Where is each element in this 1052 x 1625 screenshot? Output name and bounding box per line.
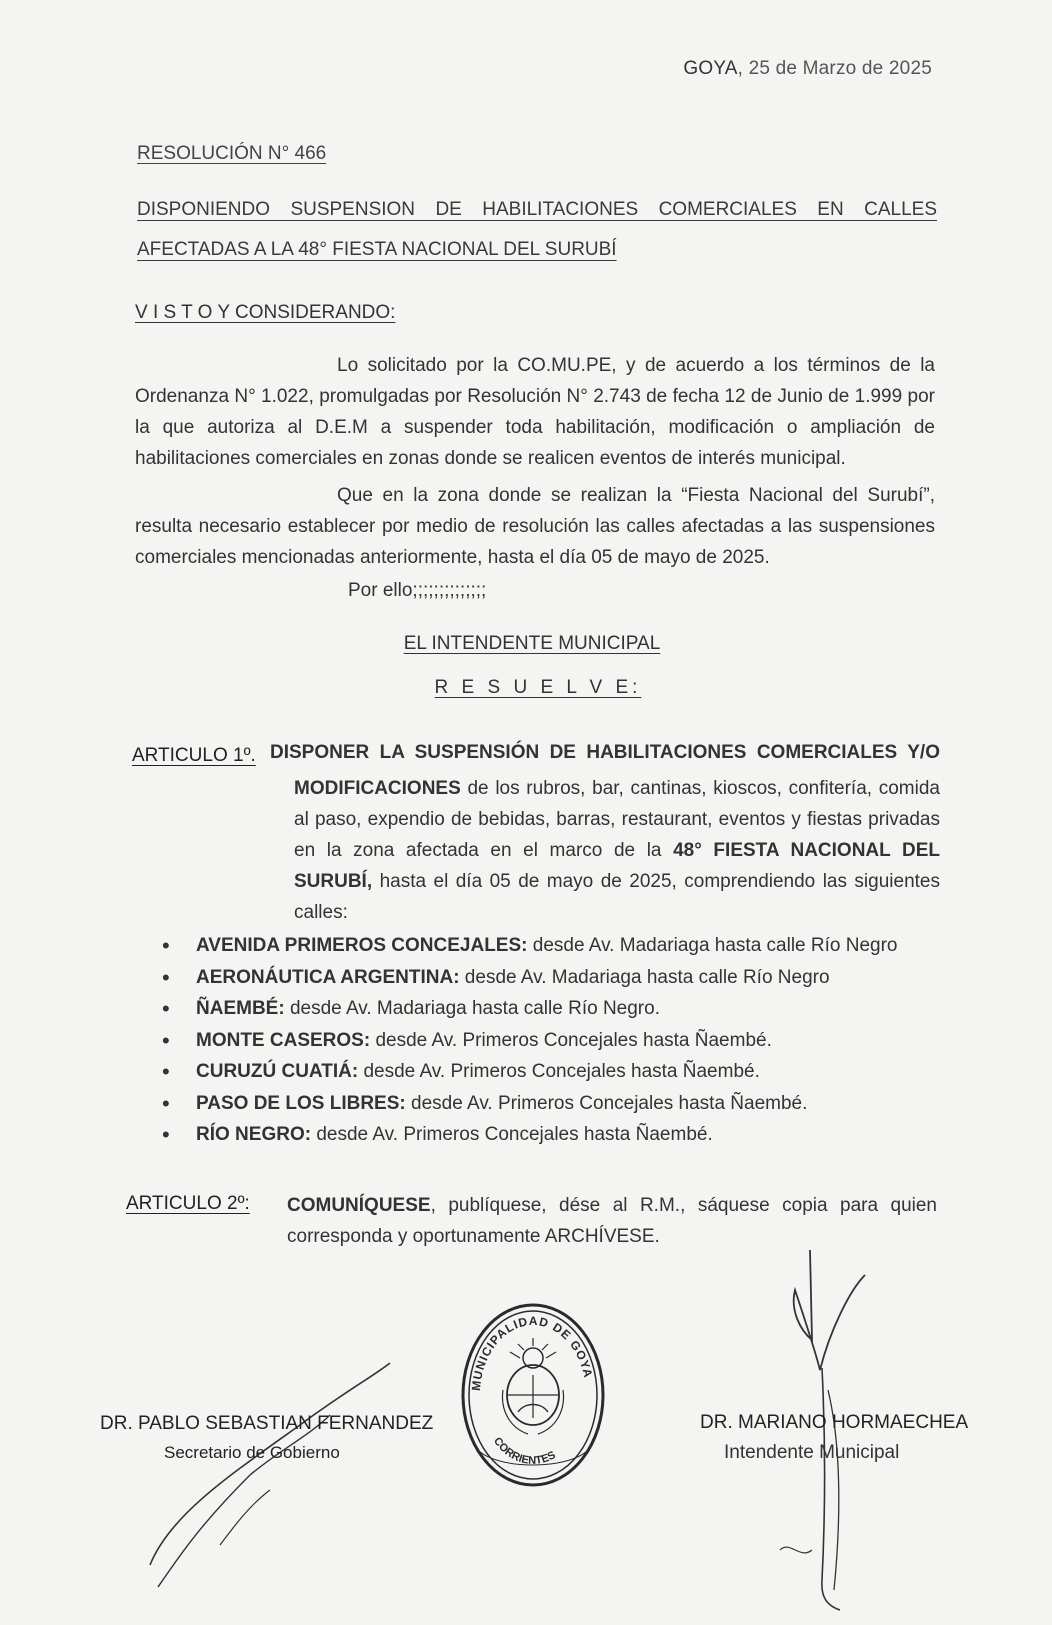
- seal-top-text: MUNICIPALIDAD DE GOYA: [468, 1313, 596, 1392]
- street-range: desde Av. Madariaga hasta calle Río Negro: [527, 935, 898, 956]
- list-item: [160, 930, 980, 962]
- municipal-seal: [458, 1300, 608, 1490]
- right-signature: [770, 1250, 890, 1620]
- article-1-text-1: de los rubros, bar, cantinas, kioscos, confitería, comida al paso, expendio de bebidas, barras, restaurant, eventos y fiestas privadas en la zona afectada en el marco de la: [294, 778, 940, 861]
- article-2-body: [287, 1190, 937, 1252]
- article-1-label: ARTICULO 1º.: [132, 745, 256, 766]
- header-date-text: , 25 de Marzo de 2025: [737, 58, 932, 79]
- article-2-bold: COMUNÍQUESE: [287, 1195, 431, 1216]
- left-signatory-name: DR. PABLO SEBASTIAN FERNANDEZ: [100, 1413, 434, 1434]
- seal-bottom-text: CORRIENTES: [490, 1435, 558, 1467]
- street-name: AERONÁUTICA ARGENTINA:: [196, 966, 460, 988]
- article-1-event: 48° FIESTA NACIONAL DEL SURUBÍ,: [294, 840, 941, 892]
- street-range: desde Av. Primeros Concejales hasta Ñaembé.: [405, 1092, 808, 1114]
- street-name: MONTE CASEROS:: [196, 1029, 371, 1051]
- right-signatory-name: DR. MARIANO HORMAECHEA: [700, 1412, 969, 1433]
- authority-text: EL INTENDENTE MUNICIPAL: [403, 633, 661, 654]
- street-name: ÑAEMBÉ:: [196, 998, 285, 1019]
- list-item: [160, 1056, 980, 1088]
- left-signature: [140, 1355, 400, 1595]
- street-name: AVENIDA PRIMEROS CONCEJALES:: [196, 935, 528, 956]
- street-name: PASO DE LOS LIBRES:: [196, 1092, 406, 1114]
- streets-list: [160, 930, 980, 1151]
- resolution-number: RESOLUCIÓN N° 466: [137, 143, 327, 164]
- paragraph-1: [135, 350, 935, 474]
- list-item: [160, 1088, 980, 1120]
- left-signatory-role: Secretario de Gobierno: [164, 1443, 340, 1462]
- right-signatory-role: Intendente Municipal: [724, 1442, 900, 1463]
- resolution-subject: [137, 190, 937, 270]
- list-item: [160, 1119, 980, 1151]
- article-1-text-2: hasta el día 05 de mayo de 2025, comprendiendo las siguientes calles:: [294, 871, 940, 923]
- street-name: CURUZÚ CUATIÁ:: [196, 1061, 359, 1082]
- subject-line-1: DISPONIENDO SUSPENSION DE HABILITACIONES COMERCIALES EN CALLES: [137, 199, 937, 220]
- resuelve-heading: [0, 677, 1052, 699]
- street-range: desde Av. Madariaga hasta calle Río Negro: [459, 966, 830, 988]
- street-range: desde Av. Primeros Concejales hasta Ñaembé.: [311, 1124, 713, 1145]
- article-1-bold-line: DISPONER LA SUSPENSIÓN DE HABILITACIONES COMERCIALES Y/O: [270, 742, 940, 763]
- header-city: GOYA: [683, 58, 738, 79]
- street-range: desde Av. Madariaga hasta calle Río Negro.: [284, 998, 660, 1019]
- por-ello: Por ello;;;;;;;;;;;;;;: [348, 580, 487, 601]
- list-item: [160, 993, 980, 1025]
- header-date: [683, 58, 932, 80]
- paragraph-1-text: Lo solicitado por la CO.MU.PE, y de acuerdo a los términos de la Ordenanza N° 1.022, promulgadas por Resolución N° 2.743 de fecha 12 de Junio de 1.999 por la que autoriza al D.E.M a suspender toda habilitación, modificación o ampliación de habilitaciones comerciales en zonas donde se realicen eventos de interés municipal.: [135, 355, 935, 469]
- article-1-bold-2: MODIFICACIONES: [294, 778, 461, 799]
- article-2-label: ARTICULO 2º:: [126, 1193, 250, 1214]
- article-2-text: , publíquese, dése al R.M., sáquese copia para quien corresponda y oportunamente ARCHÍVESE.: [287, 1195, 937, 1247]
- resuelve-text: R E S U E L V E:: [434, 677, 642, 698]
- street-range: desde Av. Primeros Concejales hasta Ñaembé.: [370, 1029, 772, 1051]
- visto-heading: V I S T O Y CONSIDERANDO:: [135, 302, 396, 323]
- svg-text:CORRIENTES: [491, 1435, 558, 1467]
- street-name: RÍO NEGRO:: [196, 1124, 312, 1145]
- paragraph-2-text: Que en la zona donde se realizan la “Fiesta Nacional del Surubí”, resulta necesario establecer por medio de resolución las calles afectadas a las suspensiones comerciales mencionadas anteriormente, hasta el día 05 de mayo de 2025.: [135, 485, 935, 568]
- paragraph-2: [135, 480, 935, 573]
- authority-heading: [0, 633, 1052, 655]
- list-item: [160, 962, 980, 994]
- subject-line-2: AFECTADAS A LA 48° FIESTA NACIONAL DEL SURUBÍ: [137, 239, 617, 260]
- article-1-body: [294, 773, 940, 928]
- list-item: [160, 1025, 980, 1057]
- street-range: desde Av. Primeros Concejales hasta Ñaembé.: [358, 1061, 760, 1082]
